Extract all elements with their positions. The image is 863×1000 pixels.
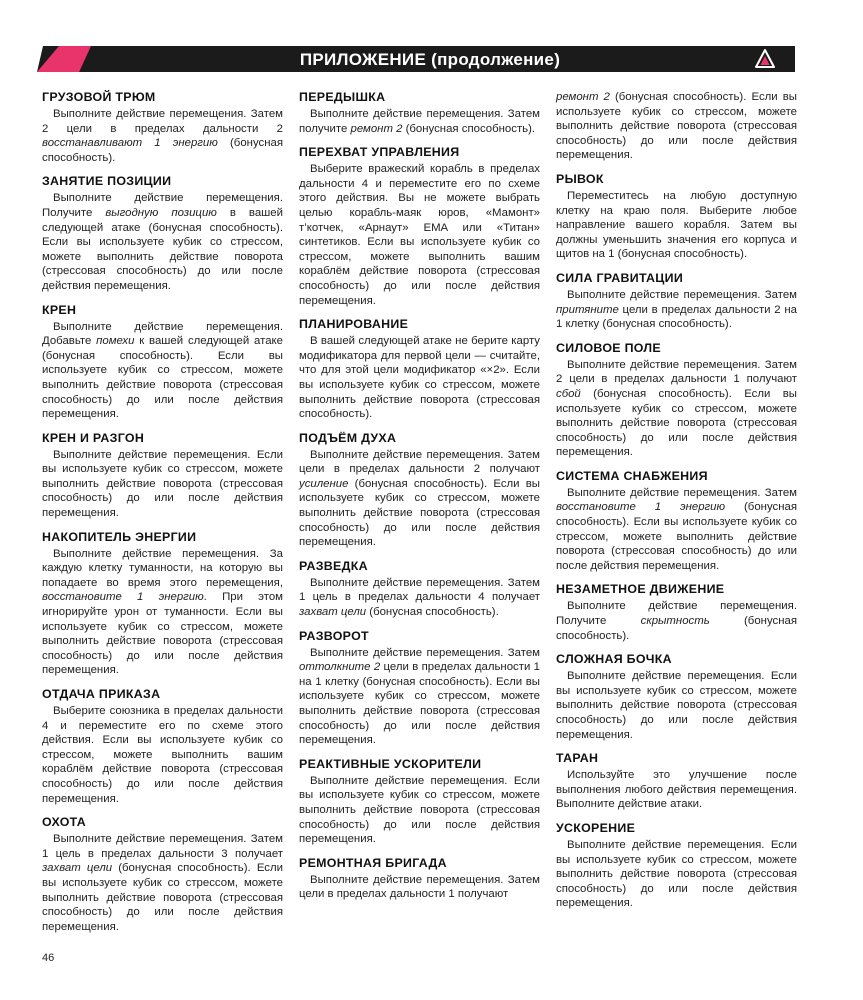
italic-term: помехи — [96, 335, 135, 348]
column-left — [42, 90, 283, 943]
ability-description — [42, 107, 283, 165]
ability-title: ЗАНЯТИЕ ПОЗИЦИИ — [42, 174, 172, 189]
text-run: Выполните действие перемещения. Если вы используете кубик со стрессом, можете выполнить действие поворота (стрессовая способность) до или после действия перемещения. — [556, 838, 797, 910]
ability-title: СИСТЕМА СНАБЖЕНИЯ — [556, 468, 708, 483]
text-run: (бонусная способность). — [42, 137, 283, 164]
ability-entry — [556, 582, 797, 643]
ability-title: ПЕРЕДЫШКА — [299, 90, 386, 104]
ability-description — [556, 486, 797, 574]
ability-description — [556, 838, 797, 911]
ability-entry — [556, 821, 797, 911]
ability-title: РАЗВЕДКА — [299, 558, 368, 573]
ability-description — [556, 358, 797, 460]
column-right — [556, 90, 797, 920]
ability-title: СИЛА ГРАВИТАЦИИ — [556, 270, 684, 285]
text-run: (бонусная способность). Если вы используете кубик со стрессом, можете выполнить действие поворота (стрессовая способность) до или после действия перемещения. — [556, 91, 797, 162]
ability-entry — [556, 90, 797, 163]
ability-description — [556, 768, 797, 812]
text-run: цели в пределах дальности 1 на 1 клетку (бонусная способность). Если вы используете кубик со стрессом, можете выполнить действие поворота (стрессовая способность) до или после действия перемещения. — [299, 661, 540, 747]
ability-description — [299, 873, 540, 902]
italic-term: захват цели — [299, 606, 367, 619]
italic-term: выгодную позицию — [105, 206, 217, 219]
ability-description — [299, 576, 540, 620]
italic-term: сбой — [556, 387, 581, 400]
ability-title: КРЕН — [42, 302, 77, 317]
ability-description — [42, 704, 283, 806]
text-run: Выполните действие перемещения. Если вы используете кубик со стрессом, можете выполнить действие поворота (стрессовая способность) до или после действия перемещения. — [299, 774, 540, 846]
ability-description — [299, 774, 540, 847]
ability-title: СИЛОВОЕ ПОЛЕ — [556, 340, 661, 355]
ability-entry — [42, 174, 283, 293]
ability-title: РЕАКТИВНЫЕ УСКОРИТЕЛИ — [299, 756, 482, 771]
ability-description — [299, 107, 540, 136]
ability-entry — [299, 145, 540, 308]
italic-term: усиление — [299, 477, 349, 490]
ability-entry — [42, 303, 283, 422]
text-run: . При этом игнорируйте урон от туманности. Если вы используете кубик со стрессом, можете выполнить действие поворота (стрессовая способность) до или после действия перемещения. — [42, 591, 283, 677]
page-title: ПРИЛОЖЕНИЕ (продолжение) — [299, 50, 561, 69]
text-run: в вашей следующей атаке (бонусная способность). Если вы используете кубик со стрессом, можете выполнить действие поворота (стрессовая способность) до или после действия перемещения. — [42, 206, 283, 292]
text-run: Выполните действие перемещения. Затем 2 цели в пределах дальности 1 получают — [556, 358, 797, 386]
ability-title: КРЕН И РАЗГОН — [42, 430, 145, 445]
text-run: В вашей следующей атаке не берите карту модификатора для первой цели — считайте, что для этой цели модификатор «×2». Если вы используете кубик со стрессом, можете выполнить действие поворота (стрессовая способность). — [299, 335, 540, 421]
ability-title: СЛОЖНАЯ БОЧКА — [556, 652, 672, 667]
ability-description — [556, 189, 797, 262]
ability-description — [556, 599, 797, 643]
ability-description — [42, 320, 283, 422]
ability-description — [556, 288, 797, 332]
ability-title: НАКОПИТЕЛЬ ЭНЕРГИИ — [42, 529, 197, 544]
text-run: (бонусная способность). Если вы используете кубик со стрессом, можете выполнить действие поворота (стрессовая способность) до или после действия перемещения. — [42, 862, 284, 933]
text-run: к вашей следующей атаке (бонусная способность). Если вы используете кубик со стрессом, можете выполнить действие поворота (стрессовая способность) до или после действия перемещения. — [42, 335, 283, 421]
ability-entry — [556, 172, 797, 262]
text-run: (бонусная способность). — [402, 122, 536, 135]
ability-entry — [299, 317, 540, 422]
ability-entry — [42, 431, 283, 521]
ability-description — [299, 162, 540, 308]
ability-title: РЕМОНТНАЯ БРИГАДА — [299, 855, 447, 870]
ability-entry — [299, 629, 540, 748]
ability-entry — [299, 559, 540, 620]
text-run: (бонусная способность). — [556, 615, 797, 642]
ability-title: ПЛАНИРОВАНИЕ — [299, 317, 409, 332]
ability-title: ПЕРЕХВАТ УПРАВЛЕНИЯ — [299, 145, 460, 160]
italic-term: оттолкните 2 — [299, 661, 381, 674]
text-run: (бонусная способность). Если вы используете кубик со стрессом, можете выполнить действие поворота (стрессовая способность) до или после действия перемещения. — [299, 477, 540, 549]
ability-title: НЕЗАМЕТНОЕ ДВИЖЕНИЕ — [556, 582, 725, 597]
ability-title: ГРУЗОВОЙ ТРЮМ — [42, 90, 156, 104]
ability-title: ОХОТА — [42, 815, 86, 830]
ability-description — [299, 334, 540, 422]
italic-term: захват цели — [42, 862, 113, 875]
ability-title: РЫВОК — [556, 171, 604, 186]
text-run: Выполните действие перемещения. Затем 2 цели в пределах дальности 2 — [42, 108, 283, 135]
ability-entry — [299, 856, 540, 902]
ability-description — [42, 191, 283, 293]
text-run: (бонусная способность). Если вы используете кубик со стрессом, можете выполнить действие поворота (стрессовая способность) до или после действия перемещения. — [556, 501, 798, 572]
italic-term: восстанавливают 1 энергию — [42, 137, 218, 150]
text-run: Выполните действие перемещения. Затем — [310, 646, 540, 659]
text-run: Выполните действие перемещения. Затем цели в пределах дальности 2 получают — [299, 448, 540, 476]
ability-entry — [556, 751, 797, 812]
text-run: Выполните действие перемещения. За каждую клетку туманности, на которую вы попадаете во время этого перемещения, — [42, 547, 283, 589]
text-run: Выполните действие перемещения. Затем — [567, 288, 797, 301]
italic-term: восстановите 1 энергию — [556, 501, 726, 514]
text-run: Выберите вражеский корабль в пределах дальности 4 и переместите его по схеме этого действия. Вы не можете выбрать целью корабль-маяк юров, «Мамонт» т’котчек, «Арнаут» EMA или «Титан» синтетиков. Если вы используете кубик со стрессом, можете выполнить вашим кораблём действие поворота (стрессовая способность) до или после действия перемещения. — [299, 163, 540, 307]
ability-description — [42, 547, 283, 678]
ability-entry — [556, 341, 797, 460]
ability-description — [299, 448, 540, 550]
ability-entry — [299, 757, 540, 847]
ability-description — [556, 669, 797, 742]
text-run: (бонусная способность). — [366, 606, 499, 619]
ability-title: ТАРАН — [556, 751, 599, 766]
text-run: (бонусная способность). Если вы используете кубик со стрессом, можете выполнить действие поворота (стрессовая способность) до или после действия перемещения. — [556, 387, 797, 459]
ability-entry — [42, 530, 283, 678]
text-run: Выполните действие перемещения. Если вы используете кубик со стрессом, можете выполнить действие поворота (стрессовая способность) до или после действия перемещения. — [42, 448, 283, 520]
ability-description — [42, 448, 283, 521]
ability-title: ПОДЪЁМ ДУХА — [299, 430, 397, 445]
text-run: Выполните действие перемещения. Затем 1 цель в пределах дальности 4 получает — [299, 576, 540, 604]
column-middle — [299, 90, 540, 911]
text-run: цели в пределах дальности 2 на 1 клетку (бонусная способность). — [556, 303, 797, 331]
italic-term: восстановите 1 энергию — [42, 591, 204, 604]
text-run: Переместитесь на любую доступную клетку на краю поля. Выберите любое направление вашего корабля. Затем вы должны уменьшить значения его корпуса и щитов на 1 (бонусная способность). — [556, 189, 797, 261]
ability-entry — [556, 469, 797, 574]
ability-entry — [299, 90, 540, 136]
italic-term: ремонт 2 — [350, 122, 403, 135]
text-run: Выполните действие перемещения. Затем цели в пределах дальности 1 получают — [299, 873, 540, 901]
ability-description — [42, 832, 283, 934]
text-run: Выполните действие перемещения. Добавьте — [42, 320, 283, 348]
text-run: Выполните действие перемещения. Затем — [567, 486, 797, 499]
italic-term: притяните — [556, 303, 619, 316]
text-run: Выполните действие перемещения. Получите — [556, 600, 797, 628]
ability-description — [299, 646, 540, 748]
ability-entry — [556, 652, 797, 742]
ability-entry — [42, 687, 283, 806]
text-run: Выполните действие перемещения. Затем получите — [299, 108, 540, 135]
triangle-emblem-icon — [753, 47, 777, 71]
ability-title: РАЗВОРОТ — [299, 628, 369, 643]
ability-title: ОТДАЧА ПРИКАЗА — [42, 687, 161, 701]
text-run: Выполните действие перемещения. Получите — [42, 192, 283, 219]
ability-entry — [299, 431, 540, 550]
text-run: Используйте это улучшение после выполнения любого действия перемещения. Выполните действие атаки. — [556, 769, 797, 811]
page-number: 46 — [42, 952, 55, 964]
ability-entry — [42, 90, 283, 165]
text-run: Выполните действие перемещения. Если вы используете кубик со стрессом, можете выполнить действие поворота (стрессовая способность) до или после действия перемещения. — [556, 670, 797, 741]
italic-term: ремонт 2 — [556, 91, 610, 103]
ability-entry — [42, 815, 283, 934]
italic-term: скрытность — [640, 615, 710, 628]
text-run: Выберите союзника в пределах дальности 4 и переместите его по схеме этого действия. Если вы используете кубик со стрессом, можете выполнить вашим кораблём действие поворота (стрессовая способность) до или после действия перемещения. — [42, 705, 283, 805]
ability-entry — [556, 271, 797, 332]
ability-description — [556, 90, 797, 163]
ability-title: УСКОРЕНИЕ — [556, 820, 636, 835]
text-run: Выполните действие перемещения. Затем 1 цель в пределах дальности 3 получает — [42, 833, 283, 860]
